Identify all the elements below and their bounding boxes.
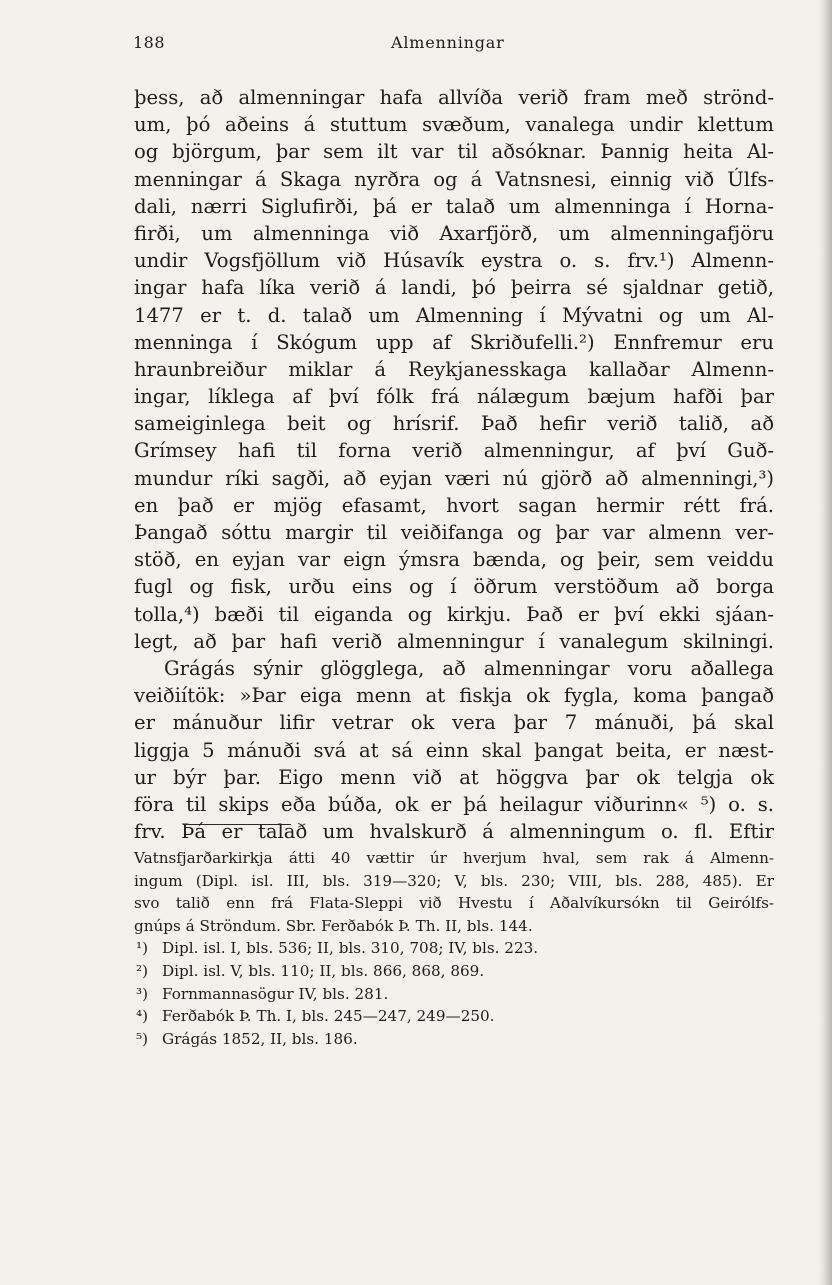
text-line: frv. Þá er talað um hvalskurð á almenningum o. fl. Eftir — [134, 820, 774, 844]
footnote-3 — [134, 983, 774, 1006]
footnote-continuation-line: ingum (Dipl. isl. III, bls. 319—320; V, bls. 230; VIII, bls. 288, 485). Er — [134, 871, 774, 890]
text-line: mundur ríki sagði, að eyjan væri nú gjörð að almenningi,³) — [134, 466, 774, 490]
footnote-2 — [134, 960, 774, 983]
footnote-continuation-line: gnúps á Ströndum. Sbr. Ferðabók Þ. Th. II, bls. 144. — [134, 916, 533, 935]
footnote-mark: ⁴) — [136, 1007, 149, 1026]
text-line: menninga í Skógum upp af Skriðufelli.²) Ennfremur eru — [134, 330, 774, 354]
footnote-1 — [134, 937, 774, 960]
footnote-text: Dipl. isl. I, bls. 536; II, bls. 310, 708; IV, bls. 223. — [162, 939, 539, 958]
text-line-indented: Grágás sýnir glögglega, að almenningar voru aðallega — [164, 656, 774, 680]
text-line: föra til skips eða búða, ok er þá heilagur viðurinn« ⁵) o. s. — [134, 792, 774, 816]
text-line: hraunbreiður miklar á Reykjanesskaga kallaðar Almenn- — [134, 357, 774, 381]
text-line: tolla,⁴) bæði til eiganda og kirkju. Það er því ekki sjáan- — [134, 602, 774, 626]
footnote-text: Ferðabók Þ. Th. I, bls. 245—247, 249—250. — [162, 1007, 495, 1026]
text-line: fugl og fisk, urðu eins og í öðrum verstöðum að borga — [134, 575, 774, 599]
text-line: Þangað sóttu margir til veiðifanga og þar var almenn ver- — [134, 521, 774, 544]
running-title: Almenningar — [391, 33, 505, 52]
footnote-mark: ⁵) — [136, 1029, 149, 1048]
footnote-mark: ³) — [136, 984, 149, 1003]
footnote-4 — [134, 1005, 774, 1028]
footnote-5 — [134, 1028, 774, 1051]
text-line: dali, nærri Siglufirði, þá er talað um almenninga í Horna- — [134, 194, 774, 218]
text-line: undir Vogsfjöllum við Húsavík eystra o. s. frv.¹) Almenn- — [134, 249, 774, 273]
text-line: firði, um almenninga við Axarfjörð, um almenningafjöru — [134, 221, 774, 245]
text-line: þess, að almenningar hafa allvíða verið fram með strönd- — [134, 86, 774, 109]
footnote-continuation-line: svo talið enn frá Flata-Sleppi við Hvestu í Aðalvíkursókn til Geirólfs- — [134, 894, 774, 913]
footnote-separator — [183, 824, 291, 825]
footnote-mark: ²) — [136, 961, 149, 980]
text-line: og björgum, þar sem ilt var til aðsóknar. Þannig heita Al- — [134, 140, 774, 164]
footnote-text: Grágás 1852, II, bls. 186. — [162, 1029, 358, 1048]
text-line: er mánuður lifir vetrar ok vera þar 7 mánuði, þá skal — [134, 711, 774, 735]
footnote-mark: ¹) — [136, 939, 149, 958]
text-line: 1477 er t. d. talað um Almenning í Mývatni og um Al- — [134, 303, 774, 327]
text-line: liggja 5 mánuði svá at sá einn skal þangat beita, er næst- — [134, 738, 774, 762]
text-line: ur býr þar. Eigo menn við at höggva þar ok telgja ok — [134, 765, 774, 789]
text-line: ingar hafa líka verið á landi, þó þeirra sé sjaldnar getið, — [134, 276, 774, 300]
text-line: veiðiítök: »Þar eiga menn at fiskja ok fygla, koma þangað — [134, 684, 774, 708]
footnotes — [134, 847, 774, 1050]
page-number: 188 — [133, 33, 166, 52]
text-line: sameiginlega beit og hrísrif. Það hefir verið talið, að — [134, 412, 774, 436]
text-line: menningar á Skaga nyrðra og á Vatnsnesi, einnig við Úlfs- — [134, 167, 774, 191]
page-edge-shadow — [818, 0, 832, 1285]
text-line: ingar, líklega af því fólk frá nálægum bæjum hafði þar — [134, 385, 774, 409]
text-line: um, þó aðeins á stuttum svæðum, vanalega undir klettum — [134, 113, 774, 137]
text-line: Grímsey hafi til forna verið almenningur, af því Guð- — [134, 439, 774, 463]
footnote-text: Dipl. isl. V, bls. 110; II, bls. 866, 868, 869. — [162, 961, 485, 980]
main-text — [134, 84, 774, 845]
text-line: en það er mjög efasamt, hvort sagan hermir rétt frá. — [134, 493, 774, 517]
text-line: stöð, en eyjan var eign ýmsra bænda, og þeir, sem veiddu — [134, 548, 774, 572]
footnote-continuation-line: Vatnsfjarðarkirkja átti 40 vættir úr hverjum hval, sem rak á Almenn- — [134, 849, 774, 867]
footnote-text: Fornmannasögur IV, bls. 281. — [162, 984, 389, 1003]
page-header — [0, 33, 832, 59]
text-line: legt, að þar hafi verið almenningur í vanalegum skilningi. — [134, 629, 774, 653]
